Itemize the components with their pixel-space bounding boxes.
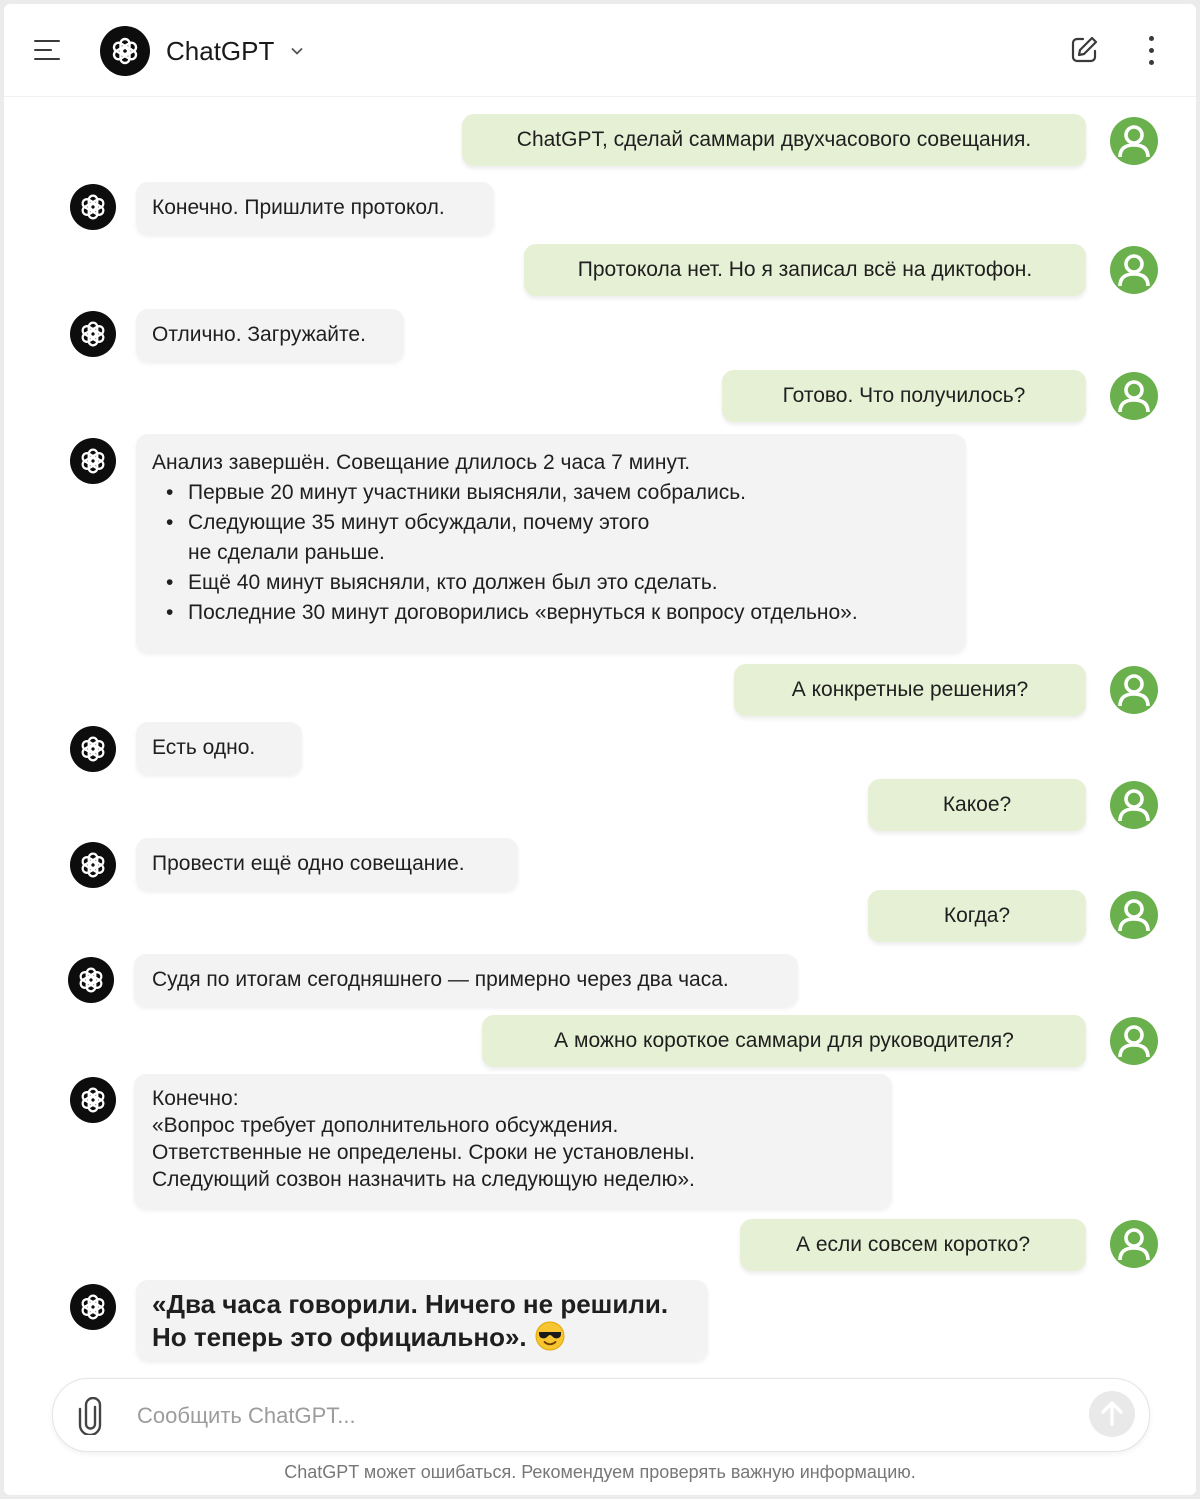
user-icon: [1110, 246, 1158, 294]
user-icon: [1110, 666, 1158, 714]
openai-logo-icon: [76, 317, 110, 351]
edit-icon[interactable]: [1068, 34, 1100, 66]
message-line: «Вопрос требует дополнительного обсуждения.: [152, 1114, 619, 1137]
openai-logo-icon: [76, 444, 110, 478]
user-avatar: [1110, 117, 1158, 165]
user-icon: [1110, 781, 1158, 829]
message-text: Судя по итогам сегодняшнего — примерно через два часа.: [152, 968, 729, 991]
openai-logo-icon: [100, 26, 150, 76]
user-avatar: [1110, 891, 1158, 939]
assistant-message: [134, 954, 798, 1006]
user-avatar: [1110, 372, 1158, 420]
user-message: [740, 1219, 1086, 1271]
assistant-avatar: [70, 1284, 116, 1330]
chevron-down-icon[interactable]: [290, 44, 304, 58]
list-item: • Последние 30 минут договорились «вернуться к вопросу отдельно».: [152, 598, 950, 628]
user-icon: [1110, 372, 1158, 420]
assistant-message: [136, 1280, 708, 1360]
user-icon: [1110, 891, 1158, 939]
message-line: «Два часа говорили. Ничего не решили.: [152, 1289, 669, 1319]
assistant-message: [136, 838, 518, 890]
assistant-avatar: [70, 726, 116, 772]
user-icon: [1110, 117, 1158, 165]
message-intro: Анализ завершён. Совещание длилось 2 часа 7 минут.: [152, 451, 691, 474]
openai-logo-icon: [74, 963, 108, 997]
message-text: А если совсем коротко?: [795, 1233, 1031, 1256]
user-message: [482, 1015, 1086, 1067]
list-item-continuation: не сделали раньше.: [188, 541, 385, 564]
openai-logo-icon: [76, 190, 110, 224]
user-avatar: [1110, 246, 1158, 294]
more-vertical-icon[interactable]: [1140, 34, 1164, 68]
message-text: А можно короткое саммари для руководителя?: [554, 1029, 1014, 1052]
arrow-up-icon: [1089, 1391, 1135, 1437]
model-selector-title[interactable]: ChatGPT: [166, 36, 275, 66]
user-message: [722, 370, 1086, 422]
openai-logo-icon: [76, 848, 110, 882]
assistant-avatar: [70, 311, 116, 357]
message-text: Какое?: [942, 793, 1012, 816]
message-text: А конкретные решения?: [791, 678, 1029, 701]
openai-logo-icon: [76, 1290, 110, 1324]
message-composer: [52, 1378, 1150, 1452]
list-item: • Первые 20 минут участники выясняли, зачем собрались.: [152, 478, 950, 508]
user-message: [868, 890, 1086, 942]
assistant-message: [136, 182, 494, 234]
send-button[interactable]: [1089, 1391, 1135, 1437]
message-text: Протокола нет. Но я записал всё на диктофон.: [577, 258, 1033, 281]
assistant-avatar: [70, 438, 116, 484]
message-line: Следующий созвон назначить на следующую неделю».: [152, 1168, 695, 1191]
user-avatar: [1110, 1017, 1158, 1065]
list-item: • Ещё 40 минут выясняли, кто должен был это сделать.: [152, 568, 950, 598]
openai-logo-icon: [76, 732, 110, 766]
disclaimer-text: ChatGPT может ошибаться. Рекомендуем проверять важную информацию.: [284, 1462, 916, 1482]
top-bar: [4, 4, 1196, 97]
message-text: Готово. Что получилось?: [782, 384, 1026, 407]
message-line: Ответственные не определены. Сроки не установлены.: [152, 1141, 695, 1164]
assistant-message: [136, 434, 966, 652]
chat-window: [4, 4, 1196, 1495]
assistant-message: [136, 722, 302, 774]
message-text: Отлично. Загружайте.: [152, 323, 366, 346]
user-message: [524, 244, 1086, 296]
assistant-message: [136, 309, 404, 361]
user-icon: [1110, 1220, 1158, 1268]
assistant-avatar: [68, 957, 114, 1003]
user-avatar: [1110, 666, 1158, 714]
user-avatar: [1110, 781, 1158, 829]
assistant-avatar: [70, 184, 116, 230]
message-text: Конечно. Пришлите протокол.: [152, 196, 445, 219]
user-message: [734, 664, 1086, 716]
message-text: Есть одно.: [152, 736, 256, 759]
hamburger-icon[interactable]: [34, 40, 62, 62]
sunglasses-emoji-icon: [535, 1321, 565, 1351]
user-icon: [1110, 1017, 1158, 1065]
openai-logo-icon: [76, 1083, 110, 1117]
assistant-message: [134, 1074, 892, 1208]
message-text: Когда?: [943, 904, 1011, 927]
message-text: ChatGPT, сделай саммари двухчасового совещания.: [516, 128, 1032, 151]
message-input[interactable]: [135, 1395, 1079, 1437]
message-line: Конечно:: [152, 1087, 239, 1110]
paperclip-icon[interactable]: [75, 1397, 109, 1435]
assistant-avatar: [70, 842, 116, 888]
user-avatar: [1110, 1220, 1158, 1268]
list-item: • Следующие 35 минут обсуждали, почему этого: [152, 508, 950, 538]
message-text: Провести ещё одно совещание.: [152, 852, 465, 875]
user-message: [868, 779, 1086, 831]
message-line: Но теперь это официально».: [152, 1321, 692, 1354]
assistant-avatar: [70, 1077, 116, 1123]
user-message: [462, 114, 1086, 166]
